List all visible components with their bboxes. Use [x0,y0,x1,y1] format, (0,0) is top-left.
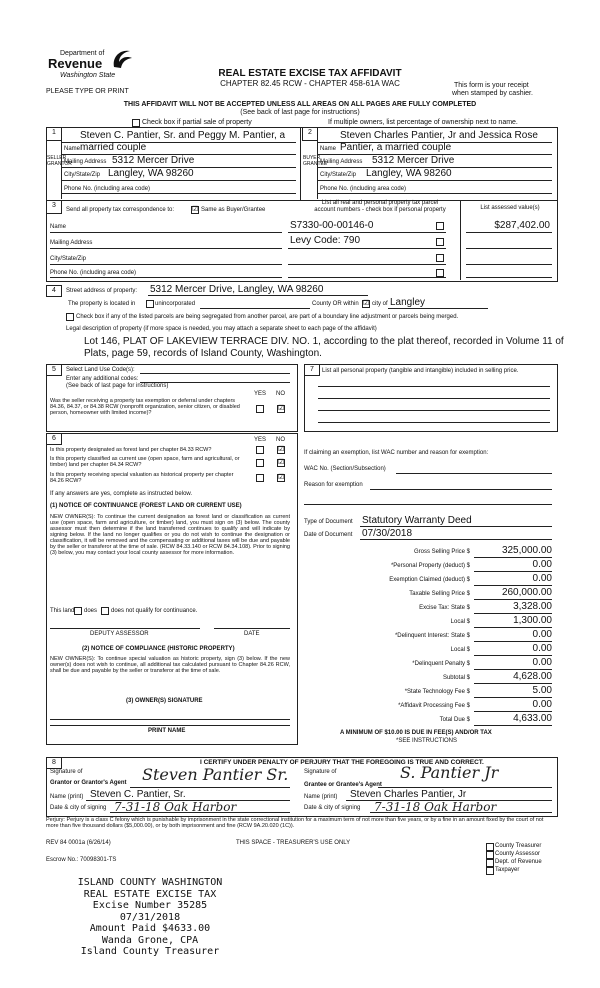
tax-row-line [474,557,552,558]
tax-row-line [474,669,552,670]
city-of-label: city of [372,301,388,307]
tax-row-label: *Personal Property (deduct) $ [390,563,470,569]
tax-row-label: Taxable Selling Price $ [409,591,470,597]
buyer-name-line1: Steven Charles Pantier, Jr and Jessica Rose [340,130,538,141]
tax-row-value: 3,328.00 [513,601,552,612]
sec6-no-header: NO [276,437,285,443]
grantor-date-label: Date & city of signing [50,805,107,811]
treasurer-space-label: THIS SPACE - TREASURER'S USE ONLY [236,840,351,846]
treasurer-stamp [50,877,250,958]
parcel-4-personal-checkbox[interactable] [436,269,444,277]
section-3-number: 3 [46,200,62,214]
owners-signature-title: (3) OWNER(S) SIGNATURE [126,698,203,704]
stamp-line-name: Wanda Grone, CPA [101,934,199,946]
doc-date-label: Date of Document [304,532,353,538]
tax-row-value: 0.00 [532,629,552,640]
forest-no-checkbox[interactable]: ☑ [278,446,285,453]
tax-row-label: *Delinquent Penalty $ [412,661,470,667]
tax-row-label: Exemption Claimed (deduct) $ [389,577,470,583]
dist-county-treasurer: County Treasurer [495,843,542,849]
tax-row-line [474,641,552,642]
seller-name-label: Name [64,146,81,152]
buyer-city-label: City/State/Zip [320,172,357,178]
reason-label: Reason for exemption [304,482,363,488]
grantee-name-label: Name (print) [304,794,338,800]
notice-continuance-text: NEW OWNER(S): To continue the current designation as forest land or classification as current use (open space, farm and agriculture, or timber) land, you must sign on (3) below. The county assessor must then determine if the land transferred continues to qualify and will indicate by signing below. If the land no longer qualifies or you do not wish to continue the designation or classification, it will be removed and the compensating or additional taxes will be due and payable by the seller or transferor at the time of sale. (RCW 84.33.140 or RCW 84.34.108). Prior to signing (3) below, you may contact your local county assessor for more information. [50,514,290,557]
grantee-agent-label: Grantee or Grantee's Agent [304,782,382,788]
form-title: REAL ESTATE EXCISE TAX AFFIDAVIT [218,68,402,79]
notice-compliance-title: (2) NOTICE OF COMPLIANCE (HISTORIC PROPERTY) [82,646,235,652]
personal-property-label: List all personal property (tangible and intangible) included in selling price. [322,368,519,374]
tax-row-line [474,655,552,656]
see-back-instructions: (See back of last page for instructions) [240,109,360,116]
tax-row-value: 5.00 [532,685,552,696]
unincorporated-label: unincorporated [155,301,196,307]
stamp-line-title: Island County Treasurer [80,946,220,957]
logo-revenue: Revenue [48,56,103,71]
multiple-owners-note: If multiple owners, list percentage of ownership next to name. [328,119,518,126]
partial-sale-checkbox[interactable] [132,119,140,127]
stamp-line-excise-number: Excise Number 35285 [92,900,208,911]
logo-state: Washington State [60,72,116,79]
form-chapter: CHAPTER 82.45 RCW - CHAPTER 458-61A WAC [220,79,400,88]
minimum-due-note: A MINIMUM OF $10.00 IS DUE IN FEE(S) AND/OR TAX [340,730,492,736]
tax-row-label: Gross Selling Price $ [413,549,470,555]
located-prefix: The property is located in [68,301,136,307]
if-yes-instruction: If any answers are yes, complete as instructed below. [50,491,193,497]
tax-row-label: Local $ [450,619,470,625]
tax-row-line [474,697,552,698]
tax-row-line [474,725,552,726]
doc-type-value: Statutory Warranty Deed [362,515,472,526]
seller-grantor-label: SELLER GRANTOR [47,155,72,167]
county-or-within-label: County OR within [312,301,359,307]
buyer-phone-label: Phone No. (including area code) [320,186,407,192]
tax-row-line [474,613,552,614]
section-4-number: 4 [46,285,62,297]
seller-name-line1: Steven C. Pantier, Sr. and Peggy M. Pantier, a [80,130,286,141]
grantee-date-label: Date & city of signing [304,805,361,811]
sec3-name-label: Name [50,224,67,230]
seller-city-value: Langley, WA 98260 [108,168,194,179]
send-correspondence-label: Send all property tax correspondence to: [66,207,175,213]
stamp-line-amount: Amount Paid $4633.00 [89,923,211,934]
grantor-sig-label: Signature of [50,769,83,775]
dor-logo [48,50,143,88]
legal-description-label: Legal description of property (if more space is needed, you may attach a separate sheet to each page of the affidavit) [66,326,377,332]
sec3-city-label: City/State/Zip [50,256,87,262]
tax-row-label: Total Due $ [439,717,470,723]
tax-row-line [474,711,552,712]
legal-description-line1: Lot 146, PLAT OF LAKEVIEW TERRACE DIV. NO. 1, according to the plat thereof, recorded in Volume 11 of [84,336,564,347]
city-of-value: Langley [390,297,426,308]
tax-row-line [474,599,552,600]
logo-dept-line: Department of [60,50,105,57]
additional-codes-label: Enter any additional codes: [66,376,139,382]
parcel-levy-code: Levy Code: 790 [290,235,361,246]
historic-question: Is this property receiving special valuation as historical property per chapter 84.26 RCW? [50,472,234,485]
tax-row-value: 1,300.00 [513,615,552,626]
buyer-grantee-label: BUYER GRANTEE [303,155,328,167]
tax-row-value: 4,633.00 [513,713,552,724]
land-use-label: Select Land Use Code(s): [66,367,135,373]
parcel-header-2: account numbers - check box if personal property [314,207,446,213]
grantor-name-value: Steven C. Pantier, Sr. [90,789,186,800]
dist-county-treasurer-checkbox[interactable] [486,843,494,851]
same-as-buyer-label: Same as Buyer/Grantee [201,207,266,213]
grantor-agent-label: Grantor or Grantor's Agent [50,780,127,786]
dor-swirl-icon [110,47,136,71]
grantor-signature: Steven Pantier Sr. [142,765,289,784]
land-does-label: does [84,608,98,614]
tax-row-label: Subtotal $ [442,675,470,681]
stamp-line-tax: REAL ESTATE EXCISE TAX [83,888,217,900]
seller-phone-label: Phone No. (including area code) [64,186,151,192]
section-1-number: 1 [46,127,62,141]
seller-mailing-value: 5312 Mercer Drive [112,155,195,166]
grantor-date-city: 7-31-18 Oak Harbor [114,800,237,814]
this-land-label: This land [50,608,75,614]
affidavit-warning: THIS AFFIDAVIT WILL NOT BE ACCEPTED UNLESS ALL AREAS ON ALL PAGES ARE FULLY COMPLETED [123,101,477,108]
tax-row-label: Excise Tax: State $ [419,605,470,611]
section-8-number: 8 [46,757,62,769]
segregated-checkbox[interactable] [66,313,74,321]
dist-dept-revenue: Dept. of Revenue [495,859,542,865]
print-name-label: PRINT NAME [148,728,186,734]
tax-row-label: *Affidavit Processing Fee $ [398,703,470,709]
tax-row-value: 325,000.00 [501,545,552,556]
section-5-number: 5 [46,364,62,376]
street-address-value: 5312 Mercer Drive, Langley, WA 98260 [150,284,324,295]
tax-row-value: 0.00 [532,657,552,668]
tax-row-label: Local $ [450,647,470,653]
sec6-yes-header: YES [254,437,267,443]
buyer-mailing-label: Mailing Address [320,159,363,165]
form-revision: REV 84 0001a (6/26/14) [46,840,111,846]
assessed-header: List assessed value(s) [480,205,540,211]
tax-row-label: *State Technology Fee $ [404,689,470,695]
dist-county-assessor: County Assessor [495,851,541,857]
seller-name-line2: married couple [80,142,147,153]
forest-yes-checkbox[interactable] [256,446,264,454]
current-use-no-checkbox[interactable]: ☑ [278,459,285,466]
exemption-question: Was the seller receiving a property tax exemption or deferral under chapters 84.36, 84.37, or 84.38 RCW (nonprofit organization, senior citizen, or disabled person, homeowner with limited income)? [50,398,240,417]
wac-label: WAC No. (Section/Subsection) [304,466,386,472]
current-use-question: Is this property classified as current use (open space, farm and agricultural, or timber) land per chapter 84.34 RCW? [50,456,240,469]
stamp-line-date: 07/31/2018 [119,911,181,923]
partial-sale-label: Check box if partial sale of property [142,119,252,126]
deputy-assessor-label: DEPUTY ASSESSOR [90,631,149,637]
dist-county-assessor-checkbox[interactable] [486,851,494,859]
certify-statement: I CERTIFY UNDER PENALTY OF PERJURY THAT THE FOREGOING IS TRUE AND CORRECT. [200,759,484,766]
segregated-label: Check box if any of the listed parcels are being segregated from another parcel, are part of a boundary line adjustment or parcels being merged. [76,314,459,320]
doc-type-label: Type of Document [304,519,353,525]
sec5-see-back: (See back of last page for instructions) [66,383,169,389]
receipt-note-2: when stamped by cashier. [452,90,533,97]
parcel-3-personal-checkbox[interactable] [436,254,444,262]
grantor-name-label: Name (print) [50,794,84,800]
land-does-checkbox[interactable] [74,607,82,615]
same-as-buyer-checkbox[interactable]: ☑ [192,206,199,213]
parcel-1-personal-checkbox[interactable] [436,222,444,230]
grantee-name-value: Steven Charles Pantier, Jr [350,789,467,800]
grantee-signature: S. Pantier Jr [400,763,499,782]
unincorporated-checkbox[interactable] [146,300,154,308]
assessed-value-1: $287,402.00 [494,220,550,231]
land-does-not-checkbox[interactable] [101,607,109,615]
city-of-checkbox[interactable]: ☑ [363,300,370,307]
tax-row-value: 260,000.00 [501,587,552,598]
tax-row-line [474,585,552,586]
parcel-2-personal-checkbox[interactable] [436,238,444,246]
dist-dept-revenue-checkbox[interactable] [486,859,494,867]
tax-row-value: 4,628.00 [513,671,552,682]
section-6-number: 6 [46,433,62,445]
sec3-phone-label: Phone No. (including area code) [50,270,137,276]
parcel-header-1: List all real and personal property tax parcel [321,200,439,206]
parcel-number-1: S7330-00-00146-0 [290,220,374,231]
perjury-notice: Perjury: Perjury is a class C felony which is punishable by imprisonment in the state correctional institution for a maximum term of not more than five years, or by a fine in an amount fixed by the court of not more than five thousand dollars ($5,000.00), or by both imprisonment and fine (RCW 9A.20.020 (1C)). [46,817,544,830]
escrow-number: Escrow No.: 70098301-TS [46,857,117,863]
deputy-date-label: DATE [244,631,260,637]
doc-date-value: 07/30/2018 [362,528,413,539]
grantee-sig-label: Signature of [304,769,337,775]
current-use-yes-checkbox[interactable] [256,459,264,467]
tax-row-value: 0.00 [532,643,552,654]
exemption-no-checkbox[interactable]: ☑ [278,405,285,412]
grantee-date-city: 7-31-18 Oak Harbor [374,800,497,814]
sec5-no-header: NO [276,391,285,397]
notice-continuance-title: (1) NOTICE OF CONTINUANCE (FOREST LAND OR CURRENT USE) [50,503,242,509]
tax-row-value: 0.00 [532,573,552,584]
please-type-print: PLEASE TYPE OR PRINT [46,88,129,95]
tax-row-line [474,627,552,628]
sec3-mailing-label: Mailing Address [50,240,93,246]
legal-description-line2: Plats, page 59, records of Island County, Washington. [84,348,322,359]
seller-city-label: City/State/Zip [64,172,101,178]
buyer-mailing-value: 5312 Mercer Drive [372,155,455,166]
section-7-number: 7 [304,364,320,376]
sec5-yes-header: YES [254,391,267,397]
see-instructions-note: *SEE INSTRUCTIONS [396,738,458,744]
section-2-number: 2 [302,127,318,141]
historic-no-checkbox[interactable]: ☑ [278,474,285,481]
seller-mailing-label: Mailing Address [64,159,107,165]
tax-row-line [474,683,552,684]
buyer-city-value: Langley, WA 98260 [366,168,452,179]
receipt-note-1: This form is your receipt [454,82,529,89]
stamp-line-county: ISLAND COUNTY WASHINGTON [77,877,223,888]
forest-land-question: Is this property designated as forest land per chapter 84.33 RCW? [50,447,212,453]
buyer-name-label: Name [320,146,337,152]
exemption-claim-label: If claiming an exemption, list WAC number and reason for exemption: [304,450,489,456]
tax-row-value: 0.00 [532,559,552,570]
buyer-name-line2: Pantier, a married couple [340,142,452,153]
street-address-label: Street address of property: [66,288,138,294]
notice-compliance-text: NEW OWNER(S): To continue special valuation as historic property, sign (3) below. If the new owner(s) does not wish to continue, all additional tax calculated pursuant to Chapter 84.26 RCW, shall be due and payable by the seller or transferor at the time of sale. [50,656,290,675]
exemption-yes-checkbox[interactable] [256,405,264,413]
tax-row-label: *Delinquent Interest: State $ [394,633,470,639]
tax-row-value: 0.00 [532,699,552,710]
land-does-not-label: does not qualify for continuance. [111,608,198,614]
historic-yes-checkbox[interactable] [256,474,264,482]
dist-taxpayer-checkbox[interactable] [486,867,494,875]
dist-taxpayer: Taxpayer [495,867,520,873]
tax-row-line [474,571,552,572]
